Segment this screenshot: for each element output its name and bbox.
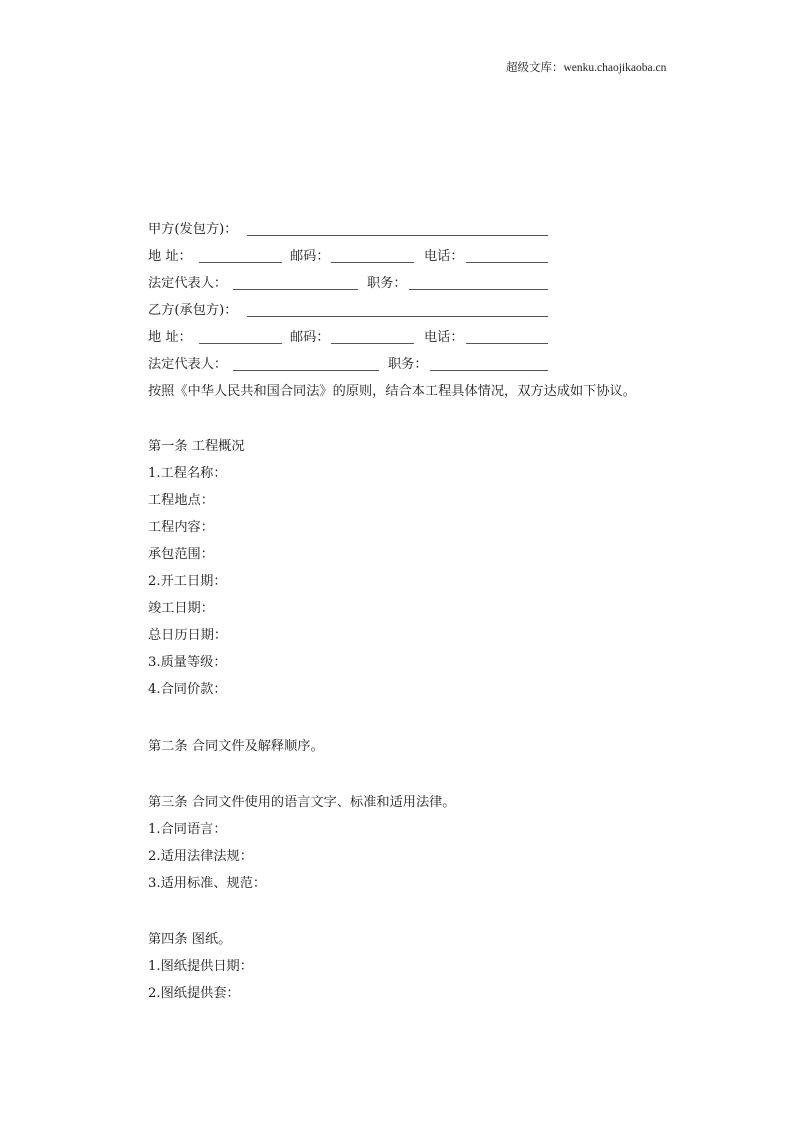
party-a-title-label: 职务： bbox=[367, 276, 407, 291]
article-1-item: 4.合同价款： bbox=[148, 682, 227, 697]
article-1-item: 工程内容： bbox=[148, 520, 214, 535]
article-4-item: 1.图纸提供日期： bbox=[148, 959, 253, 974]
party-b-rep-field[interactable] bbox=[233, 370, 379, 371]
article-1-item: 承包范围： bbox=[148, 547, 214, 562]
party-b-title-field[interactable] bbox=[430, 370, 548, 371]
party-b-name-field[interactable] bbox=[247, 316, 548, 317]
party-a-phone-field[interactable] bbox=[466, 262, 548, 263]
article-2-title: 第二条 合同文件及解释顺序。 bbox=[148, 739, 324, 754]
party-b-address-field[interactable] bbox=[199, 343, 282, 344]
party-b-phone-label: 电话： bbox=[424, 330, 464, 345]
party-a-name-field[interactable] bbox=[247, 235, 548, 236]
article-3-title: 第三条 合同文件使用的语言文字、标准和适用法律。 bbox=[148, 795, 456, 810]
party-a-postcode-label: 邮码： bbox=[290, 249, 330, 264]
party-a-title-field[interactable] bbox=[409, 289, 548, 290]
party-b-phone-field[interactable] bbox=[466, 343, 548, 344]
article-3-item: 1.合同语言： bbox=[148, 822, 227, 837]
party-b-address-label: 地 址： bbox=[148, 330, 192, 345]
party-a-phone-label: 电话： bbox=[424, 249, 464, 264]
article-4-title: 第四条 图纸。 bbox=[148, 932, 232, 947]
article-3-item: 2.适用法律法规： bbox=[148, 849, 253, 864]
article-4-item: 2.图纸提供套： bbox=[148, 986, 240, 1001]
preamble: 按照《中华人民共和国合同法》的原则，结合本工程具体情况，双方达成如下协议。 bbox=[148, 384, 636, 399]
site-header: 超级文库：wenku.chaojikaoba.cn bbox=[506, 62, 667, 74]
article-3-item: 3.适用标准、规范： bbox=[148, 876, 267, 891]
article-1-title: 第一条 工程概况 bbox=[148, 439, 245, 454]
party-b-title-label: 职务： bbox=[388, 357, 428, 372]
party-a-postcode-field[interactable] bbox=[331, 262, 414, 263]
party-a-name-label: 甲方(发包方)： bbox=[148, 222, 238, 237]
article-1-item: 总日历日期： bbox=[148, 628, 228, 643]
article-1-item: 3.质量等级： bbox=[148, 655, 227, 670]
party-b-postcode-field[interactable] bbox=[331, 343, 414, 344]
party-b-postcode-label: 邮码： bbox=[290, 330, 330, 345]
party-b-rep-label: 法定代表人： bbox=[148, 357, 228, 372]
article-1-item: 2.开工日期： bbox=[148, 574, 227, 589]
party-a-address-label: 地 址： bbox=[148, 249, 192, 264]
party-a-rep-field[interactable] bbox=[233, 289, 358, 290]
article-1-item: 竣工日期： bbox=[148, 601, 214, 616]
article-1-item: 1.工程名称： bbox=[148, 466, 227, 481]
article-1-item: 工程地点： bbox=[148, 493, 214, 508]
party-a-rep-label: 法定代表人： bbox=[148, 276, 228, 291]
party-b-name-label: 乙方(承包方)： bbox=[148, 303, 238, 318]
party-a-address-field[interactable] bbox=[199, 262, 282, 263]
